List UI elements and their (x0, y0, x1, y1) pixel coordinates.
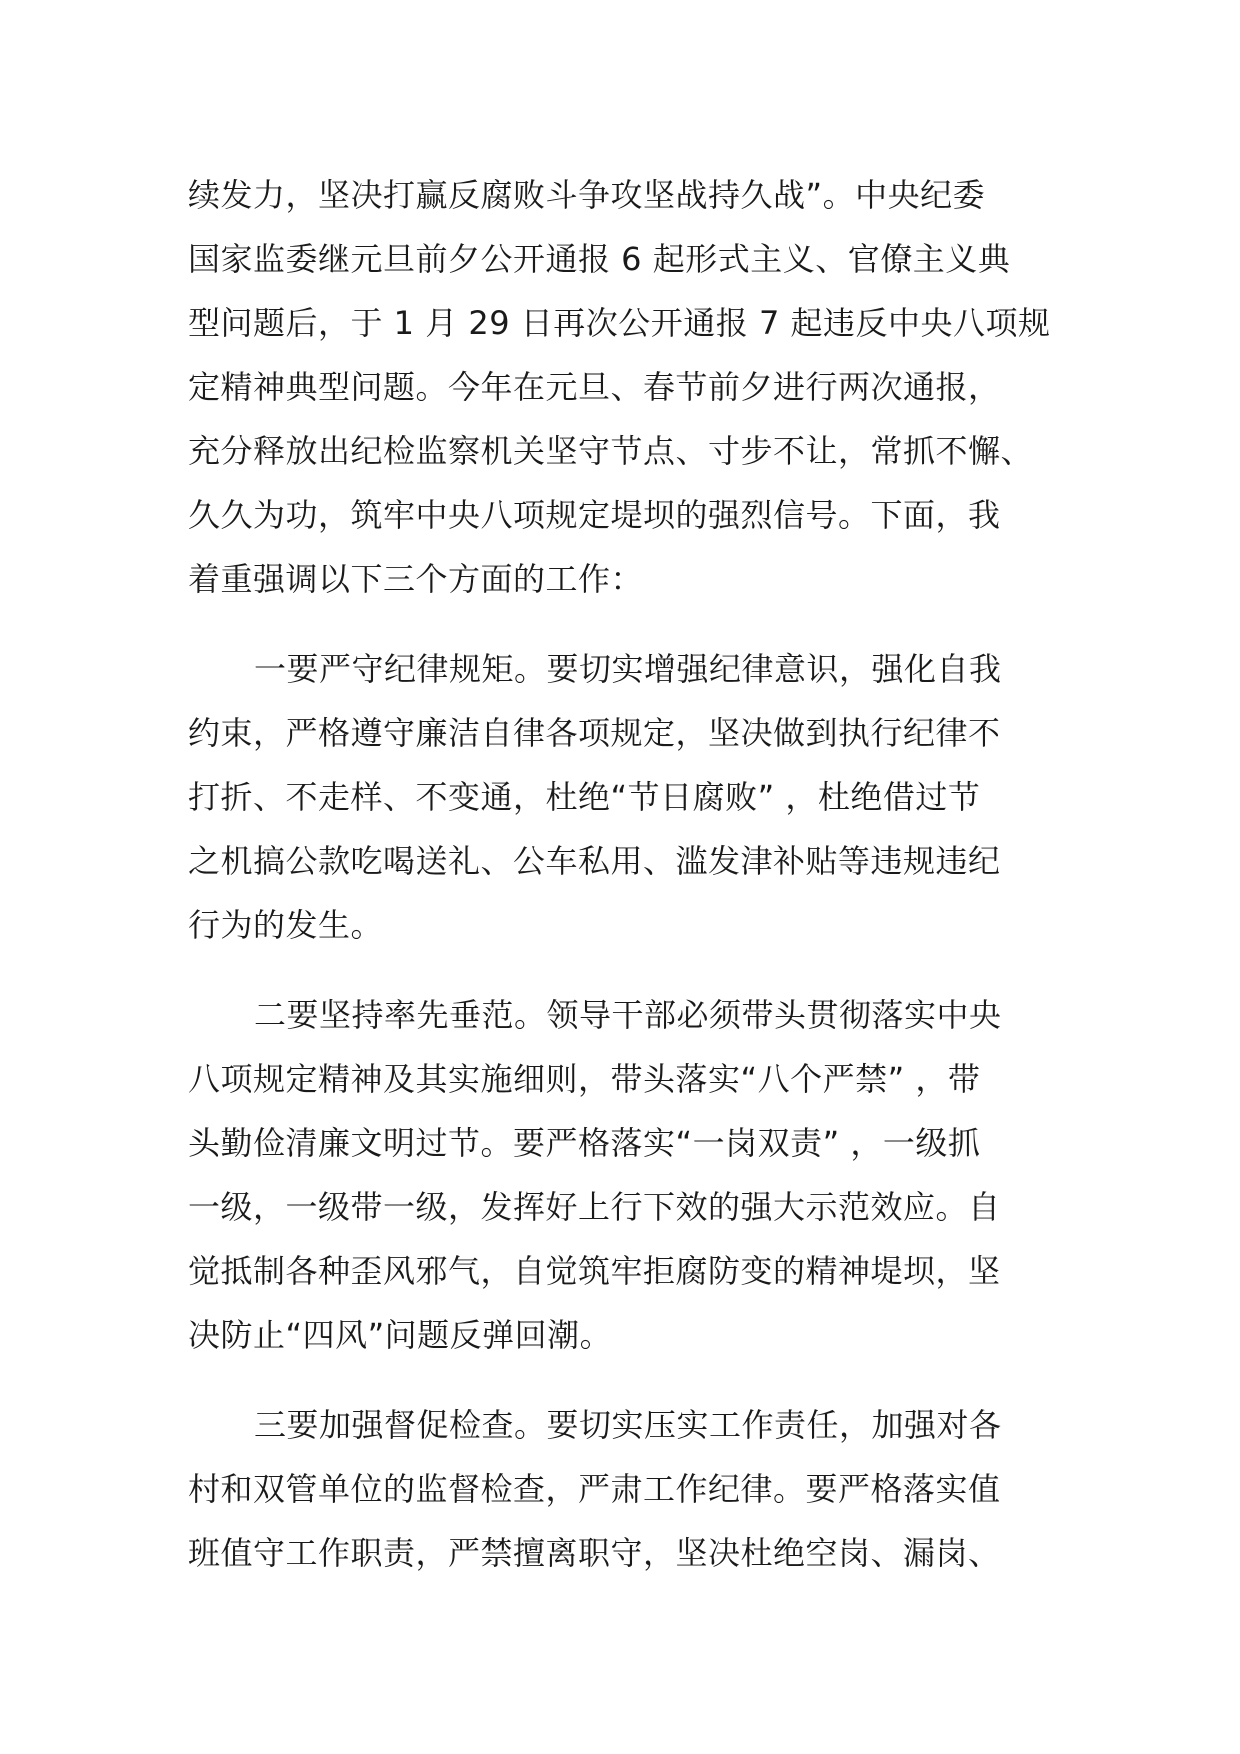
paragraph-spacer (188, 1367, 1068, 1393)
text-line: 头勤俭清廉文明过节。要严格落实“一岗双责” ，一级抓 (188, 1124, 981, 1162)
paragraph-4 (188, 1393, 1068, 1585)
text-line: 续发力，坚决打赢反腐败斗争攻坚战持久战”。中央纪委 (188, 176, 986, 214)
paragraph-2 (188, 637, 1068, 957)
document-body (188, 163, 1068, 1585)
text-line: 行为的发生。 (188, 906, 384, 944)
text-line: 之机搞公款吃喝送礼、公车私用、滥发津补贴等违规违纪 (188, 842, 1001, 880)
paragraph-spacer (188, 957, 1068, 983)
text-line: 打折、不走样、不变通，杜绝“节日腐败” ，杜绝借过节 (188, 778, 981, 816)
text-line: 二要坚持率先垂范。领导干部必须带头贯彻落实中央 (254, 996, 1002, 1034)
text-line: 约束，严格遵守廉洁自律各项规定，坚决做到执行纪律不 (188, 714, 1001, 752)
text-line: 定精神典型问题。今年在元旦、春节前夕进行两次通报， (188, 368, 1001, 406)
text-line: 着重强调以下三个方面的工作： (188, 560, 644, 598)
text-line: 型问题后，于 1 月 29 日再次公开通报 7 起违反中央八项规 (188, 304, 1051, 342)
text-line: 一要严守纪律规矩。要切实增强纪律意识，强化自我 (254, 650, 1002, 688)
text-line: 班值守工作职责，严禁擅离职守，坚决杜绝空岗、漏岗、 (188, 1534, 1001, 1572)
text-line: 八项规定精神及其实施细则，带头落实“八个严禁” ，带 (188, 1060, 981, 1098)
text-line: 久久为功，筑牢中央八项规定堤坝的强烈信号。下面，我 (188, 496, 1001, 534)
text-line: 三要加强督促检查。要切实压实工作责任，加强对各 (254, 1406, 1002, 1444)
text-line: 国家监委继元旦前夕公开通报 6 起形式主义、官僚主义典 (188, 240, 1011, 278)
text-line: 一级，一级带一级，发挥好上行下效的强大示范效应。自 (188, 1188, 1001, 1226)
text-line: 决防止“四风”问题反弹回潮。 (188, 1316, 613, 1354)
text-line: 村和双管单位的监督检查，严肃工作纪律。要严格落实值 (188, 1470, 1001, 1508)
paragraph-1 (188, 163, 1068, 611)
text-line: 充分释放出纪检监察机关坚守节点、寸步不让，常抓不懈、 (188, 432, 1034, 470)
paragraph-3 (188, 983, 1068, 1367)
paragraph-spacer (188, 611, 1068, 637)
text-line: 觉抵制各种歪风邪气，自觉筑牢拒腐防变的精神堤坝，坚 (188, 1252, 1001, 1290)
